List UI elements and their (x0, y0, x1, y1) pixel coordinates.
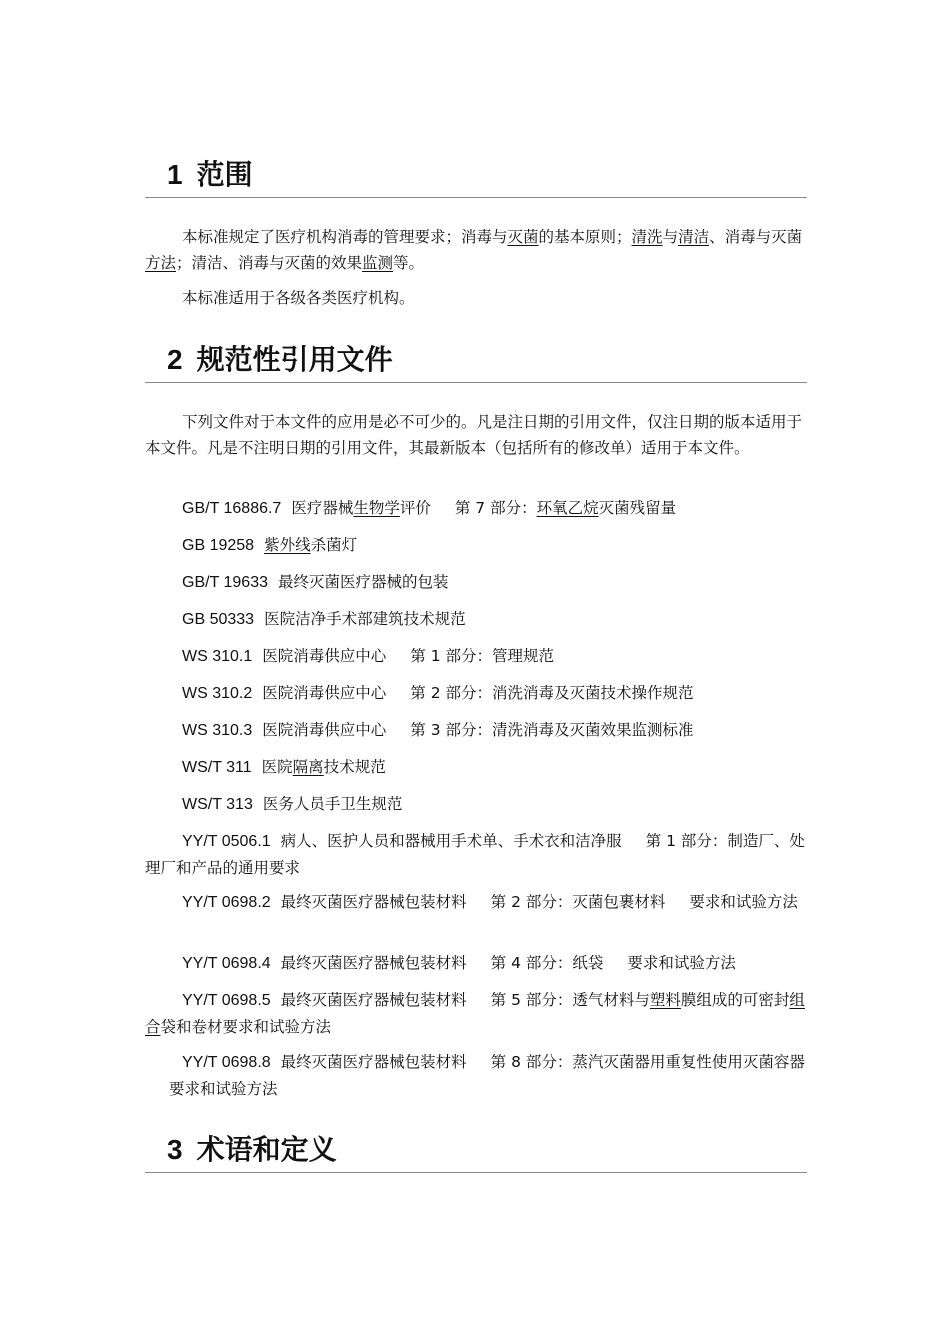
reference-item: WS 310.3 医院消毒供应中心 第 3 部分：清洗消毒及灭菌效果监测标准 (182, 721, 694, 739)
section-title: 规范性引用文件 (196, 343, 393, 376)
term-link[interactable]: 紫外线 (264, 536, 311, 554)
reference-item: YY/T 0698.2 最终灭菌医疗器械包装材料 第 2 部分：灭菌包裹材料 要求和试验方法 (182, 893, 798, 911)
reference-item: GB 19258 紫外线杀菌灯 (182, 536, 358, 554)
section-heading-scope (145, 153, 807, 198)
section-number: 1 (167, 159, 183, 190)
reference-item: WS 310.1 医院消毒供应中心 第 1 部分：管理规范 (182, 647, 554, 665)
section-title: 术语和定义 (196, 1133, 337, 1166)
term-link[interactable]: 隔离 (292, 758, 324, 776)
term-link[interactable]: 方法 (145, 254, 177, 272)
term-link[interactable]: 灭菌 (507, 228, 539, 246)
reference-item: YY/T 0698.8 最终灭菌医疗器械包装材料 第 8 部分：蒸汽灭菌器用重复性使用灭菌容器要求和试验方法 (169, 1053, 805, 1098)
reference-item: YY/T 0698.5 最终灭菌医疗器械包装材料 第 5 部分：透气材料与塑料膜组成的可密封组合袋和卷材要求和试验方法 (145, 991, 805, 1036)
term-link[interactable]: 生物学 (353, 499, 400, 517)
section-number: 3 (167, 1134, 183, 1165)
term-link[interactable]: 清洁 (678, 228, 710, 246)
scope-paragraph-2: 本标准适用于各级各类医疗机构。 (182, 289, 415, 307)
reference-item: WS/T 311 医院隔离技术规范 (182, 758, 386, 776)
term-link[interactable]: 塑料 (649, 991, 681, 1009)
reference-item: YY/T 0698.4 最终灭菌医疗器械包装材料 第 4 部分：纸袋 要求和试验方法 (182, 954, 736, 972)
section-number: 2 (167, 344, 183, 375)
section-heading-terms (145, 1128, 807, 1173)
term-link[interactable]: 组合 (145, 991, 805, 1036)
reference-item: GB 50333 医院洁净手术部建筑技术规范 (182, 610, 466, 628)
reference-item: WS 310.2 医院消毒供应中心 第 2 部分：消洗消毒及灭菌技术操作规范 (182, 684, 694, 702)
section-heading-references (145, 338, 807, 383)
reference-item: WS/T 313 医务人员手卫生规范 (182, 795, 403, 813)
term-link[interactable]: 清洗 (631, 228, 663, 246)
reference-item: GB/T 19633 最终灭菌医疗器械的包装 (182, 573, 449, 591)
section-title: 范围 (196, 158, 253, 191)
term-link[interactable]: 环氧乙烷 (536, 499, 599, 517)
references-intro: 下列文件对于本文件的应用是必不可少的。凡是注日期的引用文件，仅注日期的版本适用于本文件。凡是不注明日期的引用文件，其最新版本（包括所有的修改单）适用于本文件。 (145, 413, 803, 457)
scope-paragraph-1: 本标准规定了医疗机构消毒的管理要求；消毒与灭菌的基本原则；清洗与清洁、消毒与灭菌方法；清洁、消毒与灭菌的效果监测等。 (145, 228, 803, 272)
term-link[interactable]: 监测 (362, 254, 394, 272)
reference-item: GB/T 16886.7 医疗器械生物学评价 第 7 部分：环氧乙烷灭菌残留量 (182, 499, 677, 517)
reference-item: YY/T 0506.1 病人、医护人员和器械用手术单、手术衣和洁净服 第 1 部分：制造厂、处理厂和产品的通用要求 (145, 832, 805, 877)
